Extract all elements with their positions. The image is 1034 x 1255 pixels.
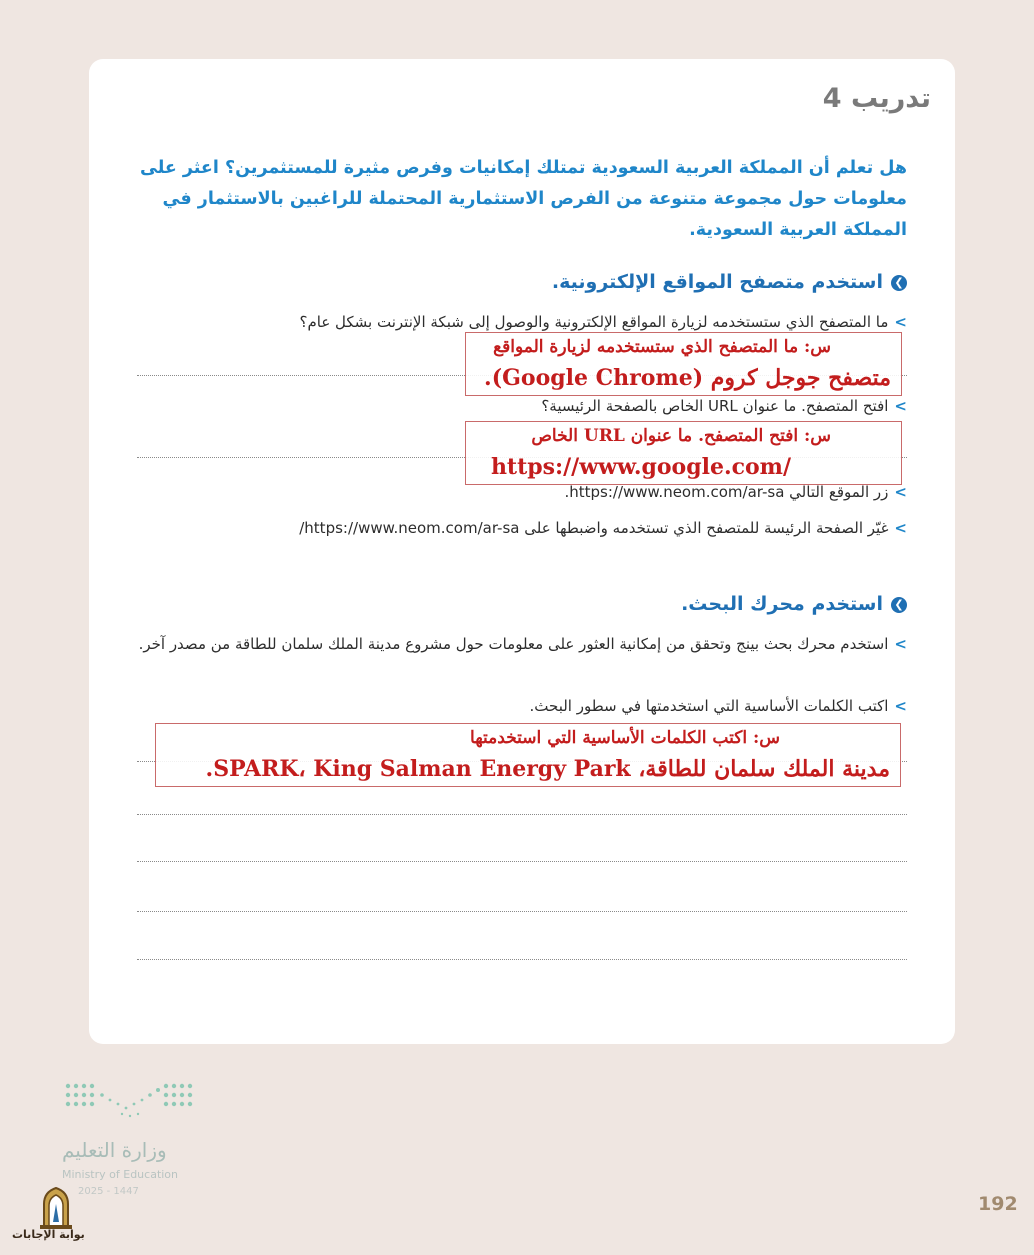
ministry-logo	[62, 1082, 197, 1126]
chevron-icon: >	[894, 519, 907, 537]
ministry-name-ar: وزارة التعليم	[62, 1138, 167, 1162]
answer-line[interactable]	[137, 959, 907, 960]
question-visit-site	[137, 479, 907, 505]
question-visit-site-text: زر الموقع التالي https://www.neom.com/ar-sa.	[564, 483, 889, 501]
answer-homepage-url-line2	[491, 454, 791, 480]
page-title: تدريب 4	[822, 83, 931, 114]
section-browser-heading	[552, 271, 907, 293]
answer-keywords-line1: س: اكتب الكلمات الأساسية التي استخدمتها	[470, 728, 780, 748]
page-number: 192	[978, 1193, 1018, 1215]
answer-browser	[465, 332, 902, 396]
answer-homepage-url-line1: س: افتح المتصفح. ما عنوان URL الخاص	[531, 426, 831, 446]
answer-line[interactable]	[137, 814, 907, 815]
answer-browser-line2-text: متصفح جوجل كروم (Google Chrome).	[484, 365, 891, 391]
section-search-heading	[681, 593, 907, 615]
chevron-bullet-icon: ❯	[891, 597, 907, 613]
ministry-name-en: Ministry of Education	[62, 1168, 179, 1181]
question-browser-text: ما المتصفح الذي ستستخدمه لزيارة المواقع الإلكترونية والوصول إلى شبكة الإنترنت بشكل عام؟	[299, 313, 889, 331]
answer-keywords-line2-text: مدينة الملك سلمان للطاقة، SPARK، King Salman Energy Park.	[205, 756, 890, 782]
chevron-icon: >	[894, 483, 907, 501]
answer-line[interactable]	[137, 911, 907, 912]
ministry-dots-icon	[62, 1082, 197, 1122]
exercise-card	[89, 59, 955, 1044]
answer-keywords-line2	[206, 756, 890, 782]
answer-browser-line1: س: ما المتصفح الذي ستستخدمه لزيارة المواقع	[493, 337, 831, 357]
chevron-icon: >	[894, 635, 907, 653]
answer-homepage-url-line1-wrap	[531, 426, 831, 446]
section-browser-heading-text: استخدم متصفح المواقع الإلكترونية.	[551, 271, 883, 293]
intro-paragraph: هل تعلم أن المملكة العربية السعودية تمتلك إمكانيات وفرص مثيرة للمستثمرين؟ اعثر على معلومات حول مجموعة متنوعة من الفرص الاستثمارية المحتملة للراغبين بالاستثمار في المملكة العربية السعودية.	[140, 158, 907, 240]
answers-portal-text: بوابة الإجابات	[12, 1228, 85, 1241]
question-homepage-url	[137, 393, 907, 419]
question-bing-search-text: استخدم محرك بحث بينج وتحقق من إمكانية العثور على معلومات حول مشروع مدينة الملك سلمان للطاقة من مصدر آخر.	[138, 635, 889, 653]
chevron-bullet-icon: ❯	[891, 275, 907, 291]
chevron-icon: >	[894, 397, 907, 415]
question-bing-search	[137, 631, 907, 657]
mosque-icon	[16, 1186, 96, 1230]
question-keywords-text: اكتب الكلمات الأساسية التي استخدمتها في سطور البحث.	[529, 697, 889, 715]
section-search-heading-text: استخدم محرك البحث.	[681, 593, 883, 615]
answer-keywords	[155, 723, 901, 787]
question-change-homepage	[137, 515, 907, 541]
answer-homepage-url-line2-text: https://www.google.com/	[490, 454, 791, 480]
chevron-icon: >	[894, 313, 907, 331]
question-homepage-url-text: افتح المتصفح. ما عنوان URL الخاص بالصفحة الرئيسية؟	[541, 397, 889, 415]
ministry-years: 2025 - 1447	[78, 1186, 139, 1197]
answer-line[interactable]	[137, 861, 907, 862]
chevron-icon: >	[894, 697, 907, 715]
question-change-homepage-text: غيّر الصفحة الرئيسة للمتصفح الذي تستخدمه واضبطها على https://www.neom.com/ar-sa/	[299, 519, 889, 537]
answer-browser-line2	[484, 365, 891, 391]
answer-homepage-url	[465, 421, 902, 485]
question-keywords	[137, 693, 907, 719]
